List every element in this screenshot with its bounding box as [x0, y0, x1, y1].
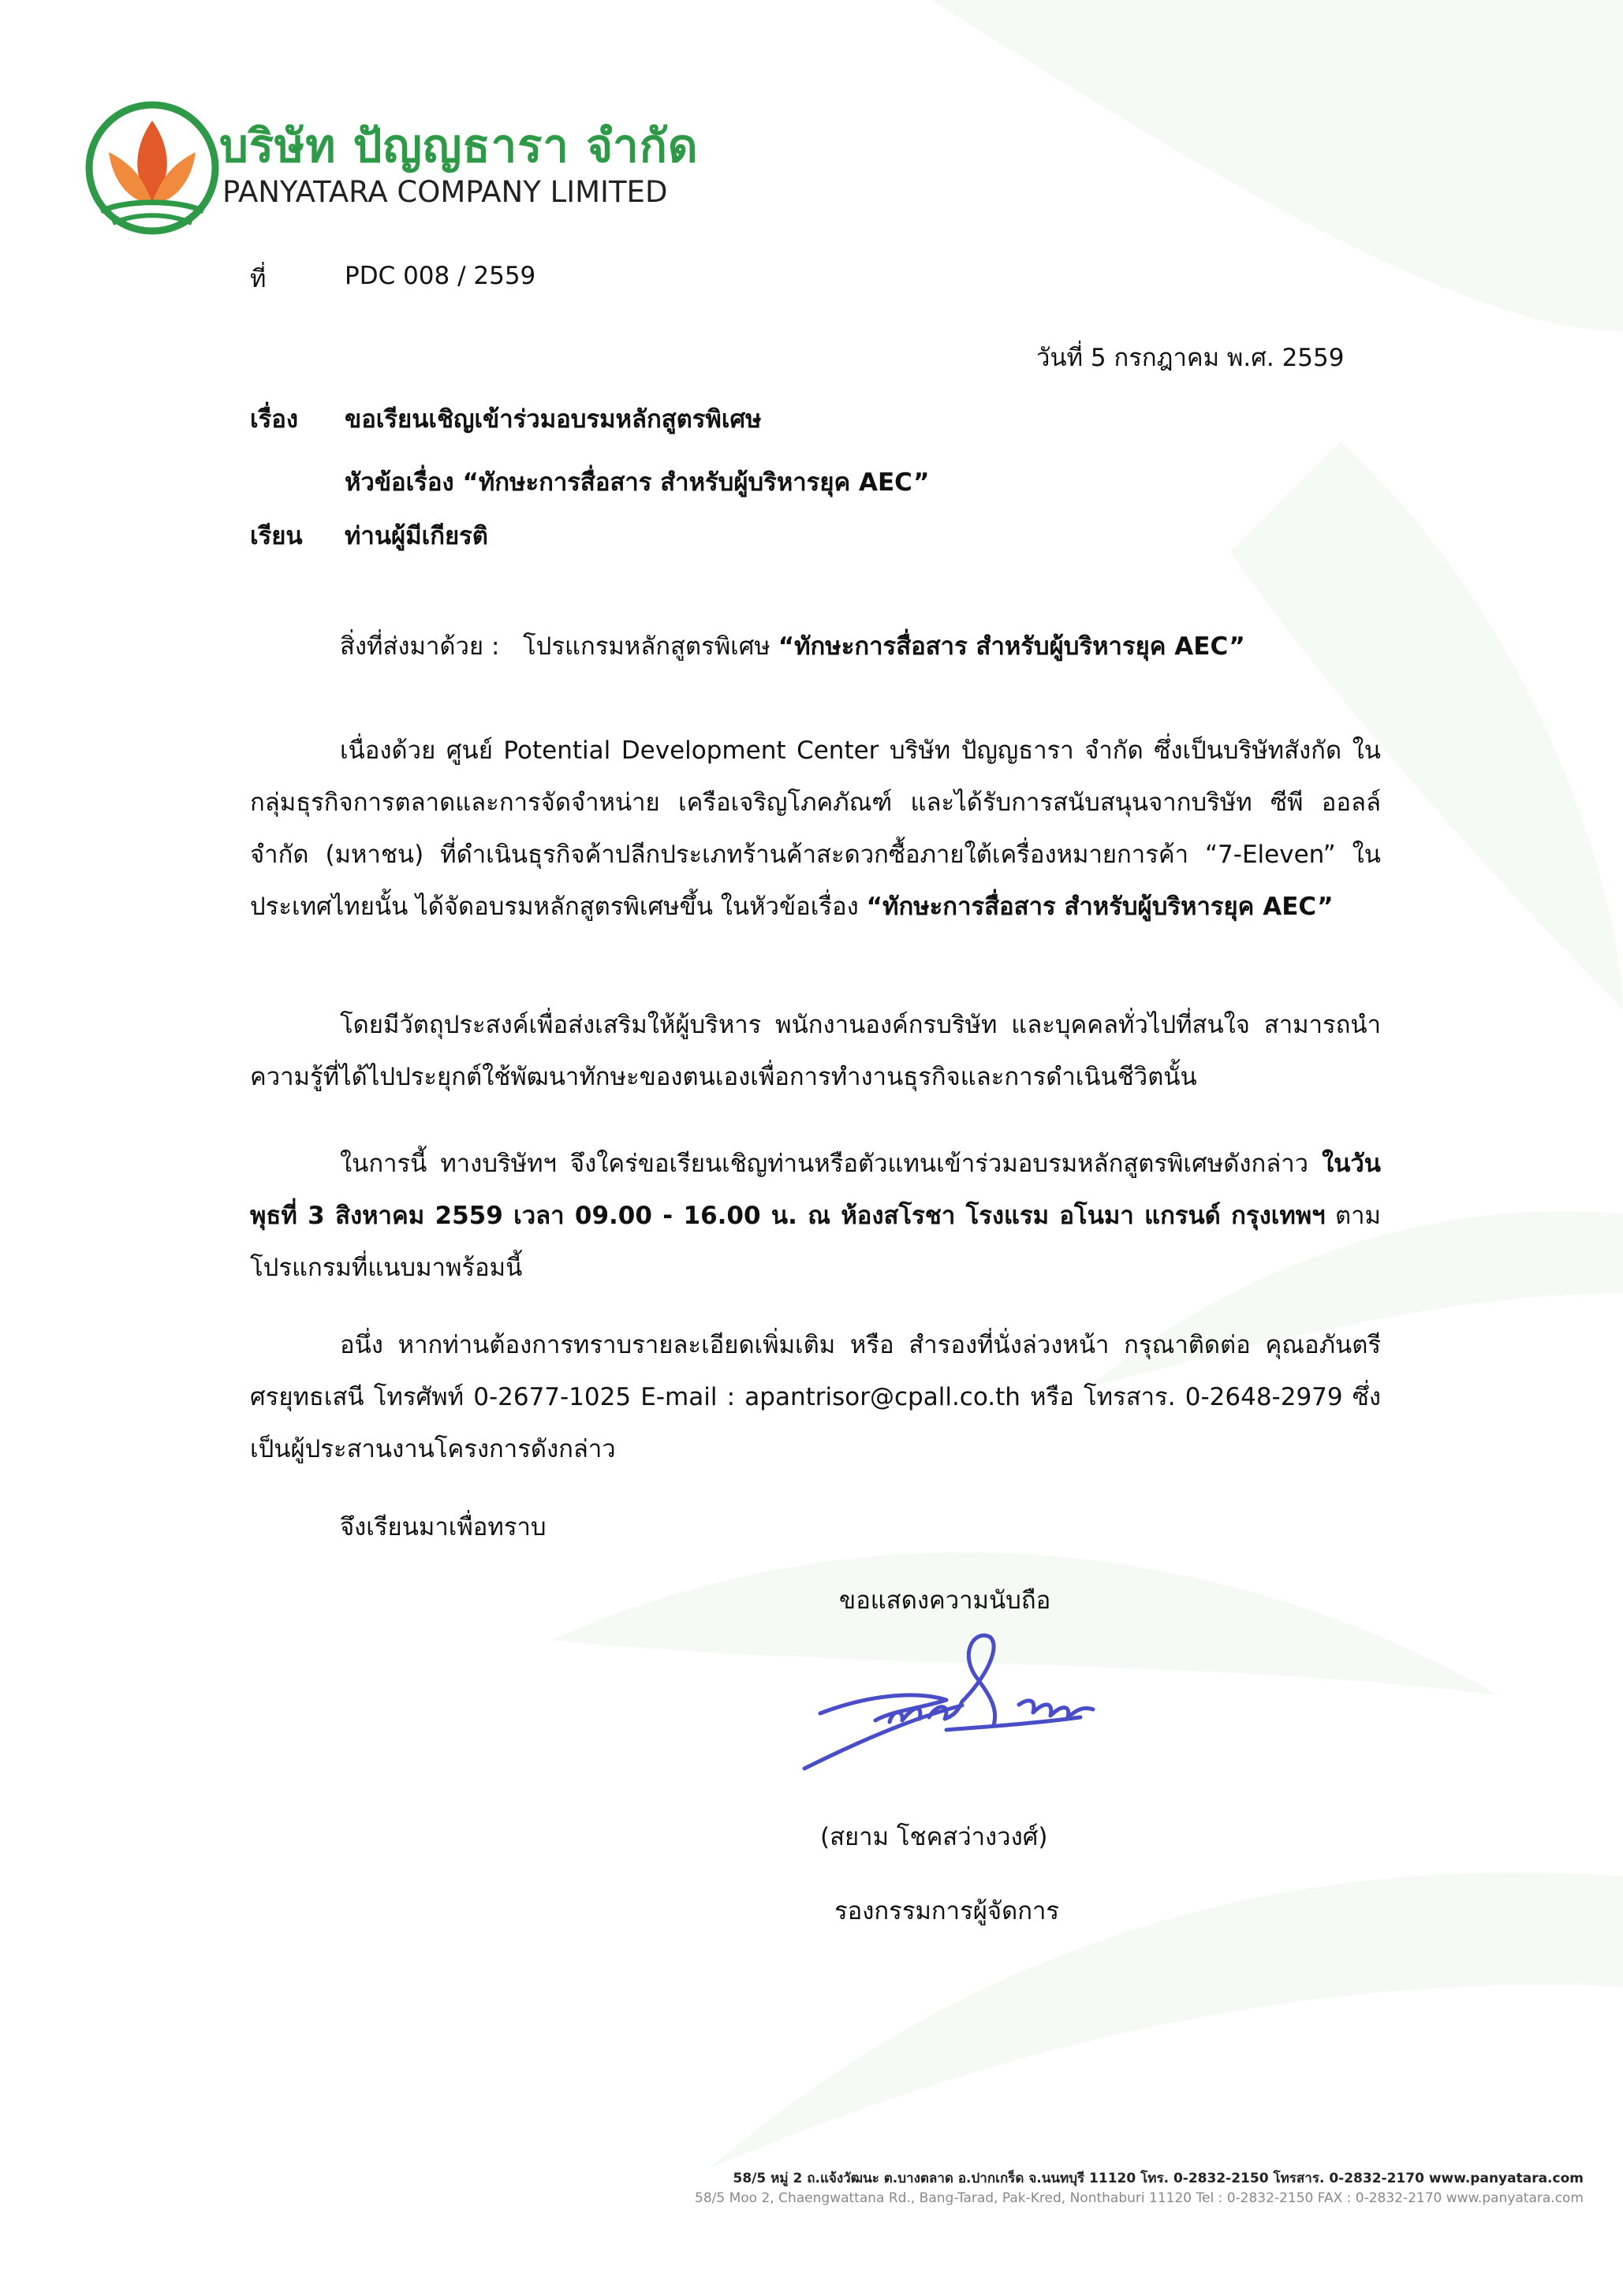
enclosure-label: สิ่งที่ส่งมาด้วย : — [340, 632, 500, 661]
paragraph-1-text: เนื่องด้วย ศูนย์ Potential Development Center บริษัท ปัญญธารา จำกัด ซึ่งเป็นบริษัทสังกัด ในกลุ่มธุรกิจการตลาดและการจัดจำหน่าย เครือเจริญโภคภัณฑ์ และได้รับการสนับสนุนจากบริษัท ซีพี ออลล์ จำกัด (มหาชน) ที่ดำเนินธุรกิจค้าปลีกประเภทร้านค้าสะดวกซื้อภายใต้เครื่องหมายการค้า “7-Eleven” ในประเทศไทยนั้น ได้จัดอบรมหลักสูตรพิเศษขึ้น ในหัวข้อเรื่อง — [250, 736, 1381, 921]
letter-date: วันที่ 5 กรกฎาคม พ.ศ. 2559 — [1036, 344, 1345, 372]
recipient-name: ท่านผู้มีเกียรติ — [345, 522, 488, 550]
paragraph-1-course: “ทักษะการสื่อสาร สำหรับผู้บริหารยุค AEC” — [866, 893, 1334, 921]
footer-address-thai: 58/5 หมู่ 2 ถ.แจ้งวัฒนะ ต.บางตลาด อ.ปากเกร็ด จ.นนทบุรี 11120 โทร. 0-2832-2150 โทรสาร. 0-2832-2170 www.panyatara.com — [733, 2171, 1584, 2186]
company-name-english: PANYATARA COMPANY LIMITED — [222, 175, 668, 209]
closing-line: จึงเรียนมาเพื่อทราบ — [340, 1513, 547, 1541]
paragraph-2 — [250, 999, 1381, 1103]
enclosure-course: “ทักษะการสื่อสาร สำหรับผู้บริหารยุค AEC” — [778, 632, 1245, 661]
subject-line-1: ขอเรียนเชิญเข้าร่วมอบรมหลักสูตรพิเศษ — [345, 405, 762, 434]
handwritten-signature — [797, 1623, 1128, 1780]
enclosure-text: โปรแกรมหลักสูตรพิเศษ — [522, 632, 770, 661]
company-name-thai: บริษัท ปัญญธารา จำกัด — [219, 119, 699, 173]
regards-line: ขอแสดงความนับถือ — [839, 1586, 1051, 1615]
footer-address-english: 58/5 Moo 2, Chaengwattana Rd., Bang-Tarad, Pak-Kred, Nonthaburi 11120 Tel : 0-2832-2150 FAX : 0-2832-2170 www.panyatara.com — [695, 2190, 1584, 2206]
paragraph-3 — [250, 1138, 1381, 1294]
paragraph-1 — [250, 725, 1381, 933]
signatory-title: รองกรรมการผู้จัดการ — [834, 1897, 1060, 1925]
signatory-name: (สยาม โชคสว่างวงศ์) — [820, 1823, 1048, 1851]
reference-number: PDC 008 / 2559 — [345, 262, 536, 290]
paragraph-2-text: โดยมีวัตถุประสงค์เพื่อส่งเสริมให้ผู้บริหาร พนักงานองค์กรบริษัท และบุคคลทั่วไปที่สนใจ สามารถนำความรู้ที่ได้ไปประยุกต์ใช้พัฒนาทักษะของตนเองเพื่อการทำงานธุรกิจและการดำเนินชีวิตนั้น — [250, 1011, 1381, 1091]
lotus-leaf-logo-icon — [77, 93, 227, 243]
subject-label: เรื่อง — [250, 405, 299, 434]
paragraph-3-event: ในวันพุธที่ 3 สิงหาคม 2559 เวลา 09.00 - 16.00 น. ณ ห้องสโรชา โรงแรม อโนมา แกรนด์ กรุงเทพฯ — [250, 1150, 1381, 1230]
subject-line-2: หัวข้อเรื่อง “ทักษะการสื่อสาร สำหรับผู้บริหารยุค AEC” — [345, 468, 930, 497]
recipient-label: เรียน — [250, 522, 303, 550]
reference-label: ที่ — [250, 265, 267, 293]
paragraph-3-text: ในการนี้ ทางบริษัทฯ จึงใคร่ขอเรียนเชิญท่านหรือตัวแทนเข้าร่วมอบรมหลักสูตรพิเศษดังกล่าว — [340, 1150, 1309, 1178]
paragraph-4 — [250, 1319, 1381, 1475]
paragraph-4-text: อนึ่ง หากท่านต้องการทราบรายละเอียดเพิ่มเติม หรือ สำรองที่นั่งล่วงหน้า กรุณาติดต่อ คุณอภันตรี ศรยุทธเสนี โทรศัพท์ 0-2677-1025 E-mail : apantrisor@cpall.co.th หรือ โทรสาร. 0-2648-2979 ซึ่งเป็นผู้ประสานงานโครงการดังกล่าว — [250, 1331, 1381, 1463]
paragraph-3-tail: ตามโปรแกรมที่แนบมาพร้อมนี้ — [250, 1202, 1381, 1282]
enclosure-line — [340, 626, 1245, 665]
